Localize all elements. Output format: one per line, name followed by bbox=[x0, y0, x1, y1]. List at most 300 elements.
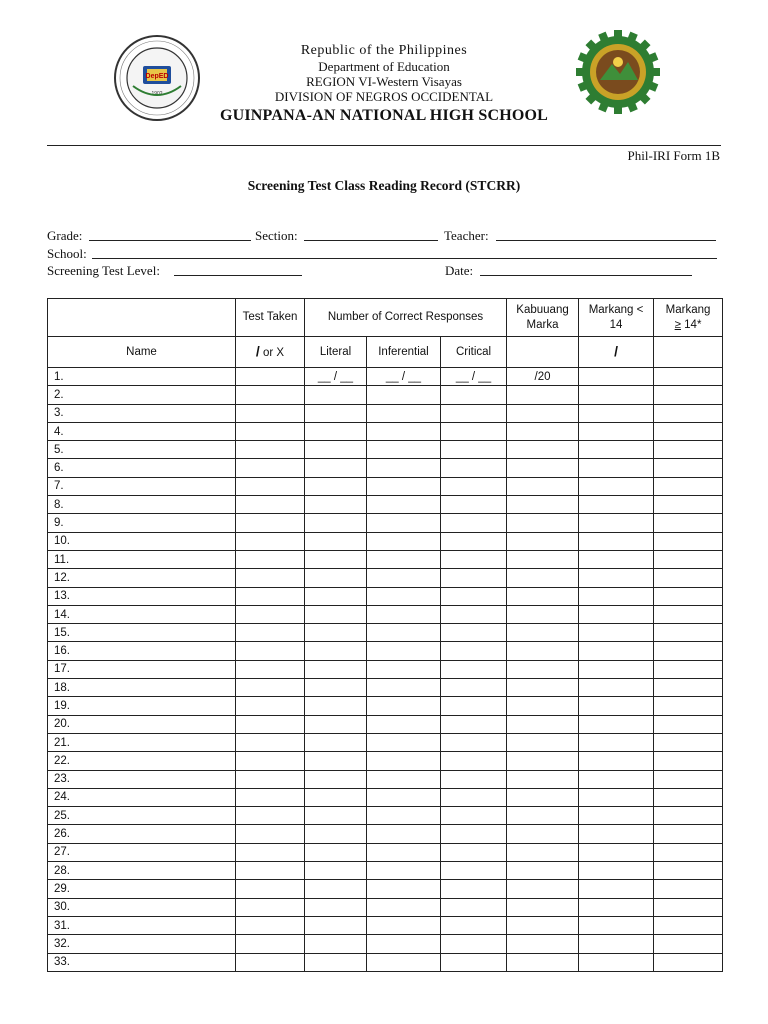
markang-below-cell[interactable] bbox=[579, 550, 654, 568]
student-name-cell[interactable] bbox=[48, 569, 236, 587]
critical-cell[interactable] bbox=[441, 916, 507, 934]
markang-above-value: 14* bbox=[680, 318, 702, 331]
markang-below-cell[interactable] bbox=[579, 532, 654, 550]
inferential-cell[interactable] bbox=[367, 660, 441, 678]
markang-below-cell[interactable] bbox=[579, 807, 654, 825]
test-taken-cell[interactable] bbox=[236, 935, 305, 953]
total-cell[interactable] bbox=[507, 404, 579, 422]
test-taken-cell[interactable] bbox=[236, 825, 305, 843]
critical-cell[interactable] bbox=[441, 569, 507, 587]
student-name-cell[interactable] bbox=[48, 422, 236, 440]
literal-cell[interactable] bbox=[305, 898, 367, 916]
markang-above-cell[interactable] bbox=[654, 752, 723, 770]
critical-cell[interactable] bbox=[441, 953, 507, 971]
student-name-cell[interactable] bbox=[48, 733, 236, 751]
markang-below-cell[interactable] bbox=[579, 660, 654, 678]
markang-below-cell[interactable] bbox=[579, 715, 654, 733]
literal-cell[interactable] bbox=[305, 422, 367, 440]
critical-cell[interactable] bbox=[441, 459, 507, 477]
row-number: 3. bbox=[54, 407, 64, 420]
test-taken-cell[interactable] bbox=[236, 660, 305, 678]
markang-above-cell[interactable] bbox=[654, 843, 723, 861]
total-cell[interactable] bbox=[507, 807, 579, 825]
markang-above-cell[interactable] bbox=[654, 587, 723, 605]
markang-above-cell[interactable] bbox=[654, 697, 723, 715]
literal-cell[interactable] bbox=[305, 916, 367, 934]
student-name-cell[interactable] bbox=[48, 368, 236, 386]
markang-above-cell[interactable] bbox=[654, 935, 723, 953]
literal-cell[interactable] bbox=[305, 733, 367, 751]
test-taken-cell[interactable] bbox=[236, 477, 305, 495]
row-number: 10. bbox=[54, 535, 70, 548]
critical-cell[interactable] bbox=[441, 496, 507, 514]
total-cell[interactable] bbox=[507, 532, 579, 550]
markang-below-cell[interactable] bbox=[579, 788, 654, 806]
markang-below-cell[interactable] bbox=[579, 898, 654, 916]
test-taken-cell[interactable] bbox=[236, 770, 305, 788]
total-cell[interactable] bbox=[507, 587, 579, 605]
test-taken-cell[interactable] bbox=[236, 679, 305, 697]
kabuuang-blank-cell bbox=[507, 337, 579, 368]
markang-above-word: Markang bbox=[665, 303, 711, 316]
literal-cell[interactable] bbox=[305, 807, 367, 825]
critical-cell[interactable] bbox=[441, 422, 507, 440]
critical-cell[interactable] bbox=[441, 807, 507, 825]
critical-cell[interactable] bbox=[441, 935, 507, 953]
total-cell[interactable] bbox=[507, 862, 579, 880]
total-cell[interactable] bbox=[507, 477, 579, 495]
total-cell[interactable] bbox=[507, 825, 579, 843]
markang-below-cell[interactable] bbox=[579, 697, 654, 715]
student-name-cell[interactable] bbox=[48, 825, 236, 843]
student-name-cell[interactable] bbox=[48, 843, 236, 861]
row-number: 4. bbox=[54, 425, 64, 438]
inferential-cell[interactable] bbox=[367, 697, 441, 715]
test-taken-cell[interactable] bbox=[236, 715, 305, 733]
markang-below-cell[interactable] bbox=[579, 587, 654, 605]
inferential-cell[interactable] bbox=[367, 935, 441, 953]
student-name-cell[interactable] bbox=[48, 916, 236, 934]
markang-below-cell[interactable] bbox=[579, 862, 654, 880]
critical-cell[interactable] bbox=[441, 788, 507, 806]
student-name-cell[interactable] bbox=[48, 898, 236, 916]
inferential-cell[interactable] bbox=[367, 368, 441, 386]
test-taken-cell[interactable] bbox=[236, 624, 305, 642]
test-taken-cell[interactable] bbox=[236, 587, 305, 605]
critical-header: Critical bbox=[441, 337, 507, 368]
row-number: 7. bbox=[54, 480, 64, 493]
inferential-cell[interactable] bbox=[367, 752, 441, 770]
markang-below-cell[interactable] bbox=[579, 935, 654, 953]
inferential-cell[interactable] bbox=[367, 880, 441, 898]
markang-above-cell[interactable] bbox=[654, 422, 723, 440]
markang-above-cell[interactable] bbox=[654, 862, 723, 880]
markang-above-cell[interactable] bbox=[654, 788, 723, 806]
literal-cell[interactable] bbox=[305, 569, 367, 587]
inferential-cell[interactable] bbox=[367, 569, 441, 587]
total-cell[interactable] bbox=[507, 733, 579, 751]
critical-cell[interactable] bbox=[441, 404, 507, 422]
total-cell[interactable] bbox=[507, 642, 579, 660]
level-field[interactable] bbox=[174, 263, 302, 276]
markang-above-cell[interactable] bbox=[654, 953, 723, 971]
inferential-cell[interactable] bbox=[367, 422, 441, 440]
inferential-cell[interactable] bbox=[367, 496, 441, 514]
inferential-cell[interactable] bbox=[367, 624, 441, 642]
critical-cell[interactable] bbox=[441, 605, 507, 623]
markang-above-cell[interactable] bbox=[654, 715, 723, 733]
row-number: 16. bbox=[54, 645, 70, 658]
total-cell[interactable] bbox=[507, 496, 579, 514]
inferential-cell[interactable] bbox=[367, 642, 441, 660]
markang-above-cell[interactable] bbox=[654, 898, 723, 916]
student-name-cell[interactable] bbox=[48, 386, 236, 404]
markang-below-cell[interactable] bbox=[579, 404, 654, 422]
test-taken-cell[interactable] bbox=[236, 807, 305, 825]
literal-cell[interactable] bbox=[305, 953, 367, 971]
test-taken-cell[interactable] bbox=[236, 368, 305, 386]
total-cell[interactable] bbox=[507, 605, 579, 623]
student-name-cell[interactable] bbox=[48, 660, 236, 678]
markang-below-cell[interactable] bbox=[579, 880, 654, 898]
header-region: REGION VI-Western Visayas bbox=[306, 74, 462, 89]
total-cell[interactable] bbox=[507, 770, 579, 788]
inferential-cell[interactable] bbox=[367, 953, 441, 971]
literal-header: Literal bbox=[305, 337, 367, 368]
markang-above-cell[interactable] bbox=[654, 660, 723, 678]
total-cell[interactable] bbox=[507, 715, 579, 733]
inferential-cell[interactable] bbox=[367, 825, 441, 843]
total-cell[interactable] bbox=[507, 843, 579, 861]
table-row bbox=[48, 642, 723, 660]
markang-below-cell[interactable] bbox=[579, 733, 654, 751]
student-name-cell[interactable] bbox=[48, 642, 236, 660]
student-name-cell[interactable] bbox=[48, 788, 236, 806]
total-cell[interactable] bbox=[507, 569, 579, 587]
inferential-cell[interactable] bbox=[367, 550, 441, 568]
literal-cell[interactable] bbox=[305, 715, 367, 733]
critical-cell[interactable] bbox=[441, 587, 507, 605]
inferential-cell[interactable] bbox=[367, 862, 441, 880]
total-cell[interactable] bbox=[507, 880, 579, 898]
test-taken-cell[interactable] bbox=[236, 697, 305, 715]
row-number: 23. bbox=[54, 773, 70, 786]
markang-above-cell[interactable] bbox=[654, 733, 723, 751]
table-row bbox=[48, 807, 723, 825]
table-row bbox=[48, 477, 723, 495]
markang-below-cell[interactable] bbox=[579, 825, 654, 843]
test-taken-cell[interactable] bbox=[236, 953, 305, 971]
total-cell[interactable] bbox=[507, 386, 579, 404]
test-taken-cell[interactable] bbox=[236, 642, 305, 660]
inferential-cell[interactable] bbox=[367, 514, 441, 532]
markang-below-cell[interactable] bbox=[579, 642, 654, 660]
markang-above-cell[interactable] bbox=[654, 679, 723, 697]
literal-cell[interactable] bbox=[305, 587, 367, 605]
markang-above-cell[interactable] bbox=[654, 550, 723, 568]
markang-above-cell[interactable] bbox=[654, 569, 723, 587]
markang-above-cell[interactable] bbox=[654, 477, 723, 495]
markang-below-cell[interactable] bbox=[579, 496, 654, 514]
inferential-cell[interactable] bbox=[367, 843, 441, 861]
inferential-cell[interactable] bbox=[367, 770, 441, 788]
markang-above-cell[interactable] bbox=[654, 880, 723, 898]
literal-cell[interactable] bbox=[305, 770, 367, 788]
critical-cell[interactable] bbox=[441, 368, 507, 386]
total-cell[interactable] bbox=[507, 752, 579, 770]
total-cell[interactable] bbox=[507, 953, 579, 971]
total-cell[interactable] bbox=[507, 788, 579, 806]
test-taken-cell[interactable] bbox=[236, 788, 305, 806]
student-name-cell[interactable] bbox=[48, 496, 236, 514]
test-taken-cell[interactable] bbox=[236, 752, 305, 770]
test-taken-cell[interactable] bbox=[236, 862, 305, 880]
literal-cell[interactable] bbox=[305, 880, 367, 898]
literal-cell[interactable] bbox=[305, 624, 367, 642]
inferential-cell[interactable] bbox=[367, 807, 441, 825]
reading-record-table bbox=[47, 298, 723, 972]
literal-cell[interactable] bbox=[305, 386, 367, 404]
markang-below-cell[interactable] bbox=[579, 770, 654, 788]
critical-cell[interactable] bbox=[441, 514, 507, 532]
markang-above-cell[interactable] bbox=[654, 642, 723, 660]
markang-above-cell[interactable] bbox=[654, 441, 723, 459]
student-name-cell[interactable] bbox=[48, 532, 236, 550]
student-name-cell[interactable] bbox=[48, 715, 236, 733]
teacher-field[interactable] bbox=[496, 228, 716, 241]
inferential-cell[interactable] bbox=[367, 715, 441, 733]
total-cell[interactable] bbox=[507, 514, 579, 532]
total-cell[interactable] bbox=[507, 679, 579, 697]
critical-cell[interactable] bbox=[441, 642, 507, 660]
section-field[interactable] bbox=[304, 228, 438, 241]
student-name-cell[interactable] bbox=[48, 953, 236, 971]
school-name: GUINPANA-AN NATIONAL HIGH SCHOOL bbox=[219, 107, 549, 124]
test-taken-cell[interactable] bbox=[236, 733, 305, 751]
inferential-cell[interactable] bbox=[367, 441, 441, 459]
student-name-cell[interactable] bbox=[48, 697, 236, 715]
test-taken-cell[interactable] bbox=[236, 843, 305, 861]
markang-below-cell[interactable] bbox=[579, 477, 654, 495]
markang-above-cell[interactable] bbox=[654, 825, 723, 843]
total-cell[interactable] bbox=[507, 660, 579, 678]
critical-cell[interactable] bbox=[441, 532, 507, 550]
total-cell[interactable] bbox=[507, 441, 579, 459]
markang-above-cell[interactable] bbox=[654, 404, 723, 422]
literal-cell[interactable] bbox=[305, 679, 367, 697]
student-name-cell[interactable] bbox=[48, 514, 236, 532]
table-row bbox=[48, 733, 723, 751]
literal-cell[interactable] bbox=[305, 514, 367, 532]
seal-year: 1902 bbox=[151, 91, 163, 97]
row-number: 30. bbox=[54, 901, 70, 914]
student-name-cell[interactable] bbox=[48, 807, 236, 825]
test-taken-cell[interactable] bbox=[236, 441, 305, 459]
literal-cell[interactable] bbox=[305, 404, 367, 422]
student-name-cell[interactable] bbox=[48, 459, 236, 477]
literal-cell[interactable] bbox=[305, 660, 367, 678]
inferential-cell[interactable] bbox=[367, 733, 441, 751]
inferential-cell[interactable] bbox=[367, 404, 441, 422]
literal-cell[interactable] bbox=[305, 862, 367, 880]
critical-cell[interactable] bbox=[441, 862, 507, 880]
critical-cell[interactable] bbox=[441, 477, 507, 495]
inferential-cell[interactable] bbox=[367, 916, 441, 934]
critical-cell[interactable] bbox=[441, 898, 507, 916]
critical-cell[interactable] bbox=[441, 441, 507, 459]
test-taken-cell[interactable] bbox=[236, 514, 305, 532]
inferential-cell[interactable] bbox=[367, 459, 441, 477]
student-name-cell[interactable] bbox=[48, 550, 236, 568]
markang-below-cell[interactable] bbox=[579, 916, 654, 934]
test-taken-cell[interactable] bbox=[236, 550, 305, 568]
literal-cell[interactable] bbox=[305, 368, 367, 386]
literal-cell[interactable] bbox=[305, 843, 367, 861]
markang-below-cell[interactable] bbox=[579, 605, 654, 623]
inferential-cell[interactable] bbox=[367, 679, 441, 697]
literal-cell[interactable] bbox=[305, 825, 367, 843]
markang-below-cell[interactable] bbox=[579, 422, 654, 440]
critical-cell[interactable] bbox=[441, 386, 507, 404]
markang-above-cell[interactable] bbox=[654, 532, 723, 550]
total-cell[interactable] bbox=[507, 624, 579, 642]
markang-above-cell[interactable] bbox=[654, 514, 723, 532]
student-name-cell[interactable] bbox=[48, 441, 236, 459]
critical-cell[interactable] bbox=[441, 715, 507, 733]
critical-cell[interactable] bbox=[441, 697, 507, 715]
critical-cell[interactable] bbox=[441, 770, 507, 788]
row-number: 25. bbox=[54, 809, 70, 822]
critical-cell[interactable] bbox=[441, 679, 507, 697]
test-taken-cell[interactable] bbox=[236, 880, 305, 898]
correct-responses-header: Number of Correct Responses bbox=[305, 299, 507, 337]
date-field[interactable] bbox=[480, 263, 692, 276]
total-cell[interactable] bbox=[507, 916, 579, 934]
inferential-cell[interactable] bbox=[367, 587, 441, 605]
inferential-cell[interactable] bbox=[367, 788, 441, 806]
table-row bbox=[48, 404, 723, 422]
total-cell[interactable] bbox=[507, 368, 579, 386]
critical-cell[interactable] bbox=[441, 825, 507, 843]
test-taken-cell[interactable] bbox=[236, 605, 305, 623]
critical-cell[interactable] bbox=[441, 880, 507, 898]
literal-cell[interactable] bbox=[305, 550, 367, 568]
inferential-cell[interactable] bbox=[367, 532, 441, 550]
total-cell[interactable] bbox=[507, 550, 579, 568]
markang-above-cell[interactable] bbox=[654, 624, 723, 642]
literal-cell[interactable] bbox=[305, 532, 367, 550]
student-name-cell[interactable] bbox=[48, 477, 236, 495]
critical-cell[interactable] bbox=[441, 733, 507, 751]
markang-below-cell[interactable] bbox=[579, 368, 654, 386]
markang-below-cell[interactable] bbox=[579, 752, 654, 770]
test-taken-cell[interactable] bbox=[236, 532, 305, 550]
markang-below-cell[interactable] bbox=[579, 569, 654, 587]
grade-field[interactable] bbox=[89, 228, 251, 241]
markang-above-cell[interactable] bbox=[654, 770, 723, 788]
total-cell[interactable] bbox=[507, 422, 579, 440]
student-name-cell[interactable] bbox=[48, 679, 236, 697]
inferential-cell[interactable] bbox=[367, 386, 441, 404]
literal-cell[interactable] bbox=[305, 496, 367, 514]
total-cell[interactable] bbox=[507, 697, 579, 715]
inferential-cell[interactable] bbox=[367, 605, 441, 623]
total-cell[interactable] bbox=[507, 935, 579, 953]
markang-above-cell[interactable] bbox=[654, 916, 723, 934]
literal-cell[interactable] bbox=[305, 642, 367, 660]
student-name-cell[interactable] bbox=[48, 587, 236, 605]
student-name-cell[interactable] bbox=[48, 935, 236, 953]
total-cell[interactable] bbox=[507, 898, 579, 916]
critical-cell[interactable] bbox=[441, 550, 507, 568]
row-number: 8. bbox=[54, 498, 64, 511]
markang-below-cell[interactable] bbox=[579, 514, 654, 532]
row-number: 27. bbox=[54, 846, 70, 859]
student-name-cell[interactable] bbox=[48, 605, 236, 623]
critical-cell[interactable] bbox=[441, 660, 507, 678]
school-field[interactable] bbox=[92, 246, 717, 259]
literal-cell[interactable] bbox=[305, 935, 367, 953]
markang-above-cell[interactable] bbox=[654, 496, 723, 514]
student-name-cell[interactable] bbox=[48, 752, 236, 770]
markang-below-cell[interactable] bbox=[579, 843, 654, 861]
markang-above-cell[interactable] bbox=[654, 459, 723, 477]
markang-above-cell[interactable] bbox=[654, 807, 723, 825]
literal-cell[interactable] bbox=[305, 697, 367, 715]
student-name-cell[interactable] bbox=[48, 880, 236, 898]
row-number: 26. bbox=[54, 828, 70, 841]
test-taken-cell[interactable] bbox=[236, 459, 305, 477]
markang-above-cell[interactable] bbox=[654, 605, 723, 623]
student-name-cell[interactable] bbox=[48, 624, 236, 642]
markang-above-blank-cell bbox=[654, 337, 723, 368]
markang-below-cell[interactable] bbox=[579, 459, 654, 477]
total-cell[interactable] bbox=[507, 459, 579, 477]
test-taken-cell[interactable] bbox=[236, 916, 305, 934]
markang-below-cell[interactable] bbox=[579, 386, 654, 404]
test-taken-cell[interactable] bbox=[236, 386, 305, 404]
test-taken-cell[interactable] bbox=[236, 898, 305, 916]
student-name-cell[interactable] bbox=[48, 770, 236, 788]
critical-cell[interactable] bbox=[441, 752, 507, 770]
markang-below-cell[interactable] bbox=[579, 953, 654, 971]
table-row bbox=[48, 496, 723, 514]
markang-above-cell[interactable] bbox=[654, 368, 723, 386]
literal-cell[interactable] bbox=[305, 752, 367, 770]
student-name-cell[interactable] bbox=[48, 862, 236, 880]
inferential-cell[interactable] bbox=[367, 477, 441, 495]
inferential-cell[interactable] bbox=[367, 898, 441, 916]
critical-cell[interactable] bbox=[441, 624, 507, 642]
literal-cell[interactable] bbox=[305, 605, 367, 623]
test-taken-cell[interactable] bbox=[236, 422, 305, 440]
literal-cell[interactable] bbox=[305, 477, 367, 495]
row-number: 14. bbox=[54, 608, 70, 621]
markang-below-cell[interactable] bbox=[579, 441, 654, 459]
literal-cell[interactable] bbox=[305, 788, 367, 806]
critical-cell[interactable] bbox=[441, 843, 507, 861]
test-taken-cell[interactable] bbox=[236, 496, 305, 514]
header-divider bbox=[47, 145, 721, 146]
markang-above-cell[interactable] bbox=[654, 386, 723, 404]
markang-below-cell[interactable] bbox=[579, 624, 654, 642]
markang-below-cell[interactable] bbox=[579, 679, 654, 697]
test-taken-cell[interactable] bbox=[236, 404, 305, 422]
test-taken-cell[interactable] bbox=[236, 569, 305, 587]
literal-cell[interactable] bbox=[305, 459, 367, 477]
student-name-cell[interactable] bbox=[48, 404, 236, 422]
literal-cell[interactable] bbox=[305, 441, 367, 459]
